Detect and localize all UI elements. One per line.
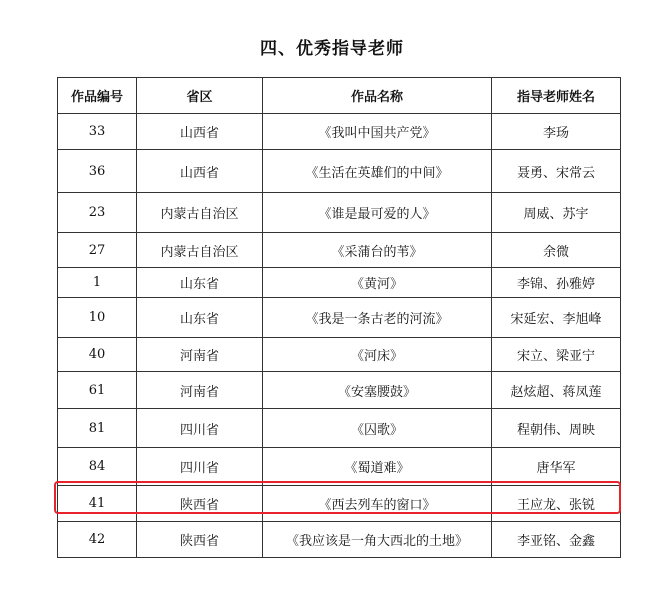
cell-province: 河南省 bbox=[137, 372, 263, 409]
cell-work-title: 《采蒲台的苇》 bbox=[263, 233, 492, 268]
cell-work-id: 84 bbox=[58, 448, 137, 486]
cell-work-id: 40 bbox=[58, 338, 137, 372]
table-row bbox=[58, 338, 621, 372]
cell-province: 四川省 bbox=[137, 448, 263, 486]
cell-work-id: 33 bbox=[58, 114, 137, 150]
cell-teacher-name: 李玚 bbox=[492, 114, 621, 150]
table-row-highlighted bbox=[58, 486, 621, 522]
cell-work-id: 41 bbox=[58, 486, 137, 522]
cell-work-id: 61 bbox=[58, 372, 137, 409]
cell-teacher-name: 程朝伟、周映 bbox=[492, 409, 621, 448]
table-row bbox=[58, 522, 621, 558]
cell-province: 陕西省 bbox=[137, 522, 263, 558]
cell-teacher-name: 余微 bbox=[492, 233, 621, 268]
table-row bbox=[58, 150, 621, 193]
table-row bbox=[58, 298, 621, 338]
cell-teacher-name: 宋延宏、李旭峰 bbox=[492, 298, 621, 338]
table-row bbox=[58, 233, 621, 268]
cell-teacher-name: 周威、苏宇 bbox=[492, 193, 621, 233]
cell-work-title: 《我应该是一角大西北的土地》 bbox=[263, 522, 492, 558]
cell-province: 内蒙古自治区 bbox=[137, 193, 263, 233]
header-province: 省区 bbox=[137, 78, 263, 114]
cell-work-id: 23 bbox=[58, 193, 137, 233]
cell-work-title: 《黄河》 bbox=[263, 268, 492, 298]
cell-province: 陕西省 bbox=[137, 486, 263, 522]
table-row bbox=[58, 448, 621, 486]
cell-province: 山东省 bbox=[137, 298, 263, 338]
cell-teacher-name: 赵炫超、蒋凤莲 bbox=[492, 372, 621, 409]
cell-work-id: 27 bbox=[58, 233, 137, 268]
cell-province: 四川省 bbox=[137, 409, 263, 448]
cell-work-title: 《谁是最可爱的人》 bbox=[263, 193, 492, 233]
cell-teacher-name: 唐华军 bbox=[492, 448, 621, 486]
table-row bbox=[58, 372, 621, 409]
cell-teacher-name: 聂勇、宋常云 bbox=[492, 150, 621, 193]
cell-province: 河南省 bbox=[137, 338, 263, 372]
table-row bbox=[58, 268, 621, 298]
cell-work-id: 42 bbox=[58, 522, 137, 558]
cell-work-title: 《我是一条古老的河流》 bbox=[263, 298, 492, 338]
cell-work-title: 《蜀道难》 bbox=[263, 448, 492, 486]
header-teacher-name: 指导老师姓名 bbox=[492, 78, 621, 114]
cell-work-id: 36 bbox=[58, 150, 137, 193]
cell-teacher-name: 王应龙、张锐 bbox=[492, 486, 621, 522]
cell-province: 山东省 bbox=[137, 268, 263, 298]
cell-work-id: 10 bbox=[58, 298, 137, 338]
table-row bbox=[58, 193, 621, 233]
table-row bbox=[58, 409, 621, 448]
cell-work-title: 《囚歌》 bbox=[263, 409, 492, 448]
cell-teacher-name: 李亚铭、金鑫 bbox=[492, 522, 621, 558]
table-header-row bbox=[58, 78, 621, 114]
page-title: 四、优秀指导老师 bbox=[260, 39, 404, 59]
cell-work-id: 81 bbox=[58, 409, 137, 448]
cell-work-id: 1 bbox=[58, 268, 137, 298]
cell-teacher-name: 宋立、梁亚宁 bbox=[492, 338, 621, 372]
table-row bbox=[58, 114, 621, 150]
header-work-title: 作品名称 bbox=[263, 78, 492, 114]
cell-province: 山西省 bbox=[137, 114, 263, 150]
cell-work-title: 《安塞腰鼓》 bbox=[263, 372, 492, 409]
cell-province: 内蒙古自治区 bbox=[137, 233, 263, 268]
teacher-table bbox=[57, 77, 621, 558]
cell-work-title: 《西去列车的窗口》 bbox=[263, 486, 492, 522]
cell-teacher-name: 李锦、孙雅婷 bbox=[492, 268, 621, 298]
cell-work-title: 《河床》 bbox=[263, 338, 492, 372]
cell-province: 山西省 bbox=[137, 150, 263, 193]
cell-work-title: 《我叫中国共产党》 bbox=[263, 114, 492, 150]
header-work-id: 作品编号 bbox=[58, 78, 137, 114]
cell-work-title: 《生活在英雄们的中间》 bbox=[263, 150, 492, 193]
